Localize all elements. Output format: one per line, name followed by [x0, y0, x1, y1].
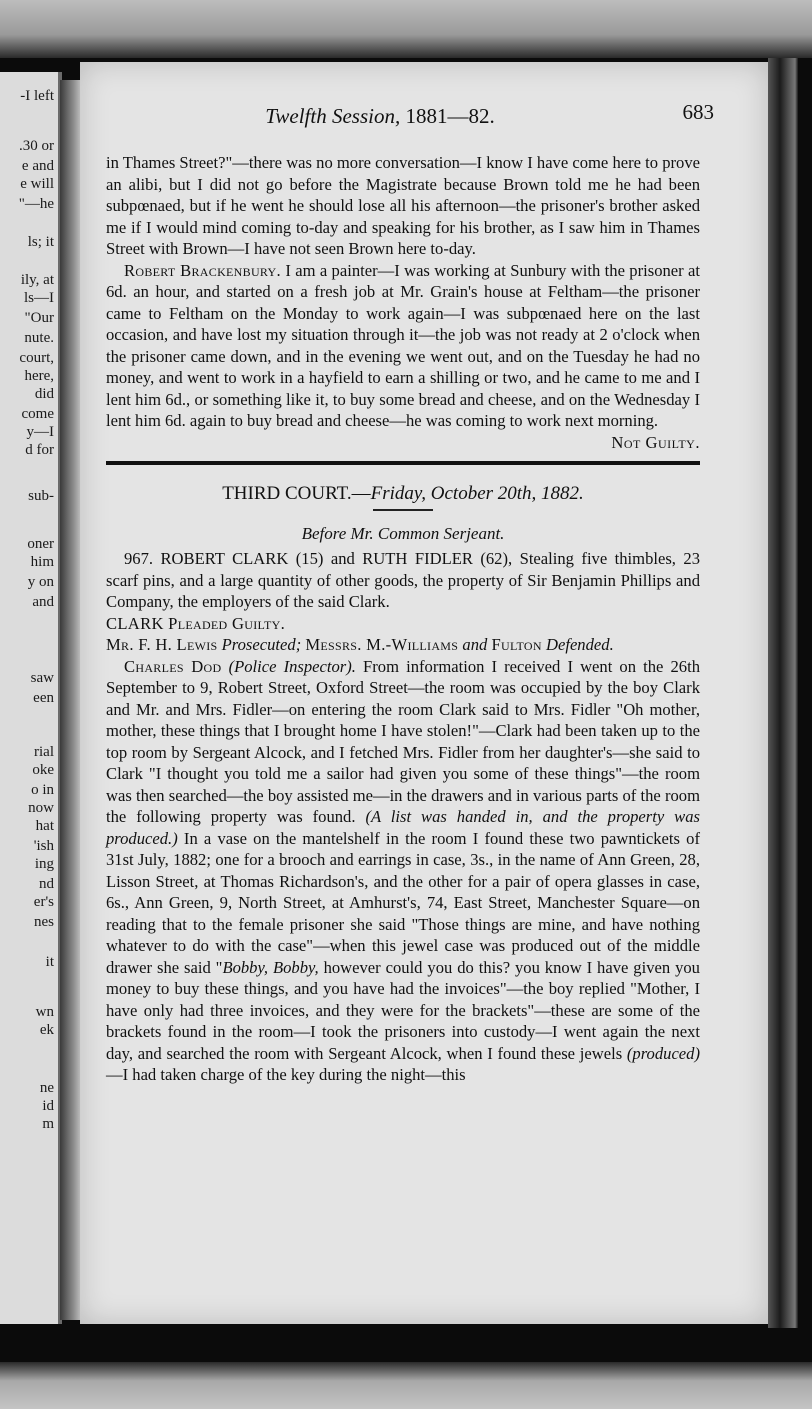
defence-label: Defended. [545, 635, 614, 654]
plea-text: CLARK Pleaded Guilty. [106, 613, 286, 633]
case-heading [106, 548, 700, 613]
book-page [80, 62, 768, 1324]
facing-page-text: sub- [28, 488, 54, 504]
court-name: THIRD COURT.— [222, 483, 371, 504]
paragraph-continuation: in Thames Street?"—there was no more conversation—I know I have come here to prove an alibi, but I did not go before the Magistrate because Brown told me he had been subpœnaed, but if he went he should lose all his afternoon—the prisoner's brother asked me if I would mind coming to-day and speaking for his brother, as I saw him in Thames Street with Brown—I have not seen Brown here to-day. [106, 153, 700, 258]
prosecution-label: Prosecuted; [221, 635, 302, 654]
facing-page-text: come [21, 406, 54, 422]
running-head [80, 104, 680, 129]
witness-name: Robert Brackenbury. [124, 260, 281, 280]
facing-page-text: nes [34, 914, 54, 930]
defence-counsel: Messrs. M.-Williams [305, 635, 459, 654]
facing-page-text: rial [34, 744, 54, 760]
verdict: Not Guilty. [611, 432, 700, 452]
facing-page-text: y—I [26, 424, 54, 440]
paragraph-dod [106, 656, 700, 1086]
facing-page-text: een [33, 690, 54, 706]
court-date: Friday, October 20th, 1882. [370, 483, 584, 504]
facing-page-text: d for [25, 442, 54, 458]
page-body [106, 152, 700, 1086]
facing-page-text: saw [30, 670, 54, 686]
facing-page-text: -I left [20, 88, 54, 104]
facing-page-text: nute. [24, 330, 54, 346]
testimony-part-1: From information I received I went on the 26th September to 9, Robert Street, Oxford Street—the room was occupied by the boy Clark and Mr. and Mrs. Fidler—on entering the room Clark said to Mrs. Fidler "Oh mother, mother, these things that I brought home I have stolen!"—Clark had been taken up to the top room by Sergeant Alcock, and I fetched Mrs. Fidler from her daughter's—she said to Clark "I thought you told me a sailor had given you some of these things"—the room was then searched—the boy assisted me—in the drawers and in various parts of the room the following property was found. [106, 656, 700, 826]
facing-page-text: e will [20, 176, 54, 192]
facing-page-text: .30 or [19, 138, 54, 154]
scan-top-edge [0, 0, 812, 58]
testimony-part-4: —I had taken charge of the key during the night—this [106, 1065, 466, 1084]
facing-page-text: oner [27, 536, 54, 552]
testimony-produced: (produced) [626, 1043, 700, 1063]
paragraph-brackenbury [106, 260, 700, 432]
book-gutter [60, 80, 82, 1320]
facing-page-text: er's [33, 894, 54, 910]
facing-page-text: e and [21, 158, 54, 174]
facing-page-text: ls—I [24, 290, 54, 306]
counsel-line [106, 634, 700, 656]
page-number: 683 [682, 100, 714, 124]
facing-page-text: it [45, 954, 54, 970]
facing-page-text: court, [19, 350, 54, 366]
facing-page-fragment [0, 72, 62, 1324]
witness-role: (Police Inspector). [228, 656, 356, 676]
testimony-part-2: In a vase on the mantelshelf in the room I found these two pawntickets of 31st July, 1882; one for a brooch and earrings in case, 3s., in the name of Ann Green, 28, Lisson Street, at Thomas Richardson's, and the other for a pair of opera glasses in case, 6s., Ann Green, 9, North Street, at Amhurst's, 74, East Street, Manchester Square—on reading that to the female prisoner she said "Those things are mine, and have nothing whatever to do with the case"—when this jewel case was produced out of the middle drawer she said " [106, 828, 700, 977]
page-stack-edge [768, 58, 798, 1328]
facing-page-text: y on [27, 574, 54, 590]
facing-page-text: ing [34, 856, 54, 872]
facing-page-text: o in [31, 782, 54, 798]
scan-bottom-edge [0, 1362, 812, 1409]
facing-page-text: and [32, 594, 54, 610]
case-text: 967. ROBERT CLARK (15) and RUTH FIDLER (62), Stealing five thimbles, 23 scarf pins, and a large quantity of other goods, the property of Sir Benjamin Phillips and Company, the employers of the said Clark. [106, 549, 700, 611]
court-heading [106, 483, 700, 505]
testimony-text: I am a painter—I was working at Sunbury with the prisoner at 6d. an hour, and started on a fresh job at Mr. Grain's house at Feltham—the prisoner came to Feltham on the Monday to work again—I was subpœnaed here on the last occasion, and have lost my situation through it—the job was not ready at 2 o'clock when the prisoner came down, and in the evening we went out, and on the Tuesday he had no money, and went to work in a hayfield to earn a shilling or two, and he came to me and I lent him 6d., or something like it, to buy some bread and cheese, and on the Wednesday I lent him 6d. again to buy bread and cheese—he was coming to work next morning. [106, 260, 700, 430]
facing-page-text: ily, at [20, 272, 54, 288]
facing-page-text: now [28, 800, 54, 816]
facing-page-text: ls; it [27, 234, 54, 250]
session-years: 1881—82. [405, 104, 495, 128]
defence-counsel-2: Fulton [491, 635, 542, 654]
facing-page-text: wn [35, 1004, 54, 1020]
facing-page-text: him [30, 554, 54, 570]
prosecution-counsel: Mr. F. H. Lewis [106, 635, 218, 654]
facing-page-text: here, [24, 368, 54, 384]
facing-page-text: oke [32, 762, 54, 778]
before-judge: Before Mr. Common Serjeant. [301, 523, 505, 543]
facing-page-text: id [42, 1098, 54, 1114]
testimony-part-3: however could you do this? you know I have given you money to buy these things, and you have had the invoices"—the boy replied "Mother, I have only had three invoices, and they were for the brackets"—these are some of the brackets found in the room—I took the prisoners into custody—I went again the next day, and searched the room with Sergeant Alcock, when I found these jewels [106, 957, 700, 1063]
defence-and: and [462, 635, 488, 654]
testimony-note: (A list was handed in, and the property was produced.) [106, 807, 700, 848]
facing-page-text: hat [35, 818, 54, 834]
facing-page-text: did [34, 386, 54, 402]
witness-name-dod: Charles Dod [124, 656, 222, 676]
short-rule [373, 509, 433, 511]
facing-page-text: 'ish [33, 838, 54, 854]
facing-page-text: ne [39, 1080, 54, 1096]
facing-page-text: nd [39, 876, 54, 892]
plea [106, 613, 700, 635]
testimony-bobby: Bobby, Bobby, [222, 957, 319, 977]
facing-page-text: m [42, 1116, 54, 1132]
facing-page-text: ek [39, 1022, 54, 1038]
facing-page-text: "Our [24, 310, 54, 326]
facing-page-text: "—he [18, 196, 54, 212]
session-title: Twelfth Session, [265, 104, 401, 128]
section-rule [106, 461, 700, 465]
